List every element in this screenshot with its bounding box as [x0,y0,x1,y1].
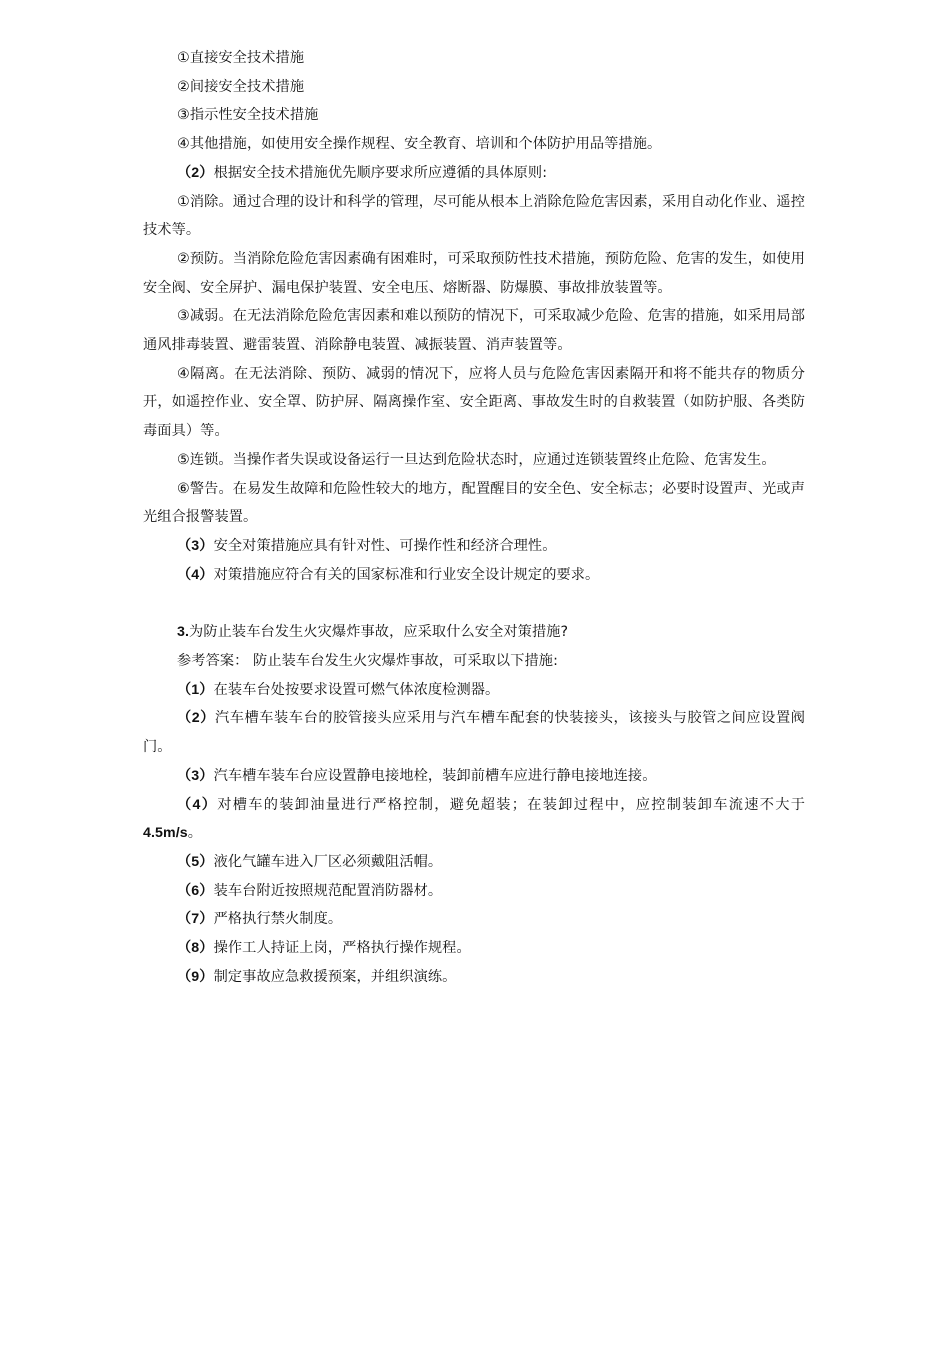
item-number: （4） [177,566,214,583]
paragraph [143,561,805,590]
item-number: （7） [177,911,214,928]
paragraph [143,532,805,561]
paragraph [143,676,805,705]
paragraph [143,877,805,906]
paragraph [143,791,805,848]
paragraph [143,704,805,761]
document-body [143,44,805,992]
paragraph [143,130,805,159]
paragraph [143,159,805,188]
paragraph-text: 严格执行禁火制度。 [213,911,343,928]
paragraph [143,101,805,130]
paragraph-tail: 。 [187,825,203,842]
paragraph [143,934,805,963]
paragraph-text: ②预防。当消除危险危害因素确有困难时，可采取预防性技术措施，预防危险、危害的发生，如使用安全阀、安全屏护、漏电保护装置、安全电压、熔断器、防爆膜、事故排放装置等。 [143,250,805,296]
paragraph-text: 装车台附近按照规范配置消防器材。 [213,882,443,899]
paragraph-text: ③减弱。在无法消除危险危害因素和难以预防的情况下，可采取减少危险、危害的措施，如采用局部通风排毒装置、避雷装置、消除静电装置、减振装置、消声装置等。 [143,308,805,354]
section-gap [143,589,805,618]
question-text: 为防止装车台发生火灾爆炸事故，应采取什么安全对策措施? [189,624,569,641]
item-number: （2） [177,164,214,181]
question-heading [143,618,805,647]
paragraph-text: 液化气罐车进入厂区必须戴阻活帽。 [213,853,443,870]
paragraph-text: 制定事故应急救援预案，并组织演练。 [213,968,457,985]
item-number: （5） [177,853,214,870]
item-number: （4） [177,796,218,813]
paragraph-text: ②间接安全技术措施 [177,78,305,95]
paragraph-text: 对槽车的装卸油量进行严格控制，避免超装；在装卸过程中，应控制装卸车流速不大于 [217,796,805,813]
flow-speed-value: 4.5m/s [143,825,188,842]
paragraph [143,302,805,359]
paragraph-text: ④隔离。在无法消除、预防、减弱的情况下，应将人员与危险危害因素隔开和将不能共存的物质分开，如遥控作业、安全罩、防护屏、隔离操作室、安全距离、事故发生时的自救装置（如防护服、各类防毒面具）等。 [143,365,805,440]
paragraph [143,245,805,302]
paragraph [143,44,805,73]
paragraph-text: 操作工人持证上岗，严格执行操作规程。 [213,940,471,957]
paragraph [143,848,805,877]
item-number: （9） [177,968,214,985]
paragraph-text: 对策措施应符合有关的国家标准和行业安全设计规定的要求。 [213,566,600,583]
item-number: （2） [177,710,215,727]
item-number: （6） [177,882,214,899]
paragraph-text: ⑤连锁。当操作者失误或设备运行一旦达到危险状态时，应通过连锁装置终止危险、危害发生。 [177,451,776,468]
question-number: 3. [177,624,190,641]
item-number: （8） [177,940,214,957]
paragraph-text: ③指示性安全技术措施 [177,107,319,124]
paragraph [143,963,805,992]
paragraph [143,360,805,446]
paragraph [143,188,805,245]
paragraph-text: ④其他措施，如使用安全操作规程、安全教育、培训和个体防护用品等措施。 [177,136,662,153]
paragraph [143,73,805,102]
paragraph-text: ⑥警告。在易发生故障和危险性较大的地方，配置醒目的安全色、安全标志；必要时设置声、光或声光组合报警装置。 [143,480,805,526]
paragraph-text: 汽车槽车装车台应设置静电接地栓，装卸前槽车应进行静电接地连接。 [213,767,657,784]
paragraph-text: 安全对策措施应具有针对性、可操作性和经济合理性。 [213,537,557,554]
answer-intro [143,647,805,676]
paragraph-text: 汽车槽车装车台的胶管接头应采用与汽车槽车配套的快装接头，该接头与胶管之间应设置阀门。 [143,710,805,756]
paragraph [143,475,805,532]
paragraph-text: ①直接安全技术措施 [177,50,305,66]
paragraph [143,762,805,791]
paragraph-text: 参考答案： 防止装车台发生火灾爆炸事故，可采取以下措施: [177,653,558,670]
paragraph-text: ①消除。通过合理的设计和科学的管理，尽可能从根本上消除危险危害因素，采用自动化作业、遥控技术等。 [143,193,805,239]
paragraph-text: 根据安全技术措施优先顺序要求所应遵循的具体原则: [213,164,548,181]
paragraph [143,905,805,934]
item-number: （3） [177,767,214,784]
item-number: （1） [177,681,214,698]
paragraph [143,446,805,475]
item-number: （3） [177,537,214,554]
paragraph-text: 在装车台处按要求设置可燃气体浓度检测器。 [213,681,500,698]
